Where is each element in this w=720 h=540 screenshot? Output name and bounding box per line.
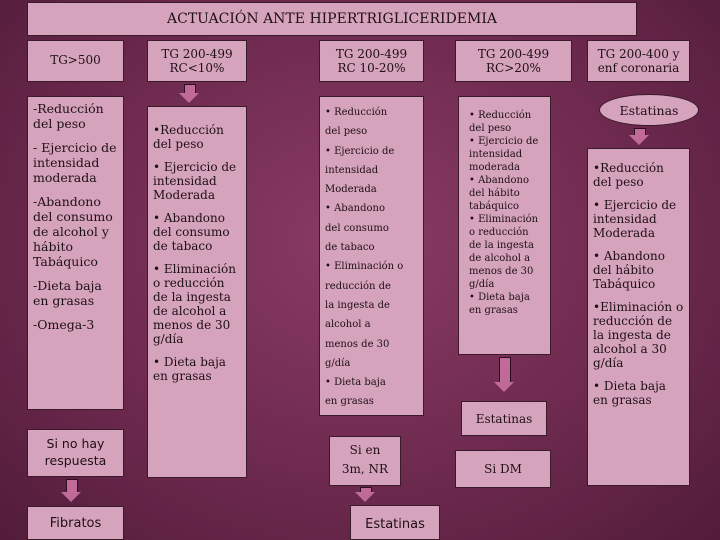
col3-condition: Si en 3m, NR (329, 436, 401, 486)
arrow-down-icon (634, 128, 646, 136)
col1-item: -Reducción del peso (33, 101, 104, 131)
col2-item: • Ejercicio de intensidad Moderada (153, 160, 237, 202)
col1-header: TG>500 (27, 40, 124, 82)
col2-measures (147, 106, 247, 478)
col1-drug: Fibratos (27, 506, 124, 540)
col5-item: • Dieta baja en grasas (593, 379, 666, 407)
col5-item: • Ejercicio de intensidad Moderada (593, 198, 677, 240)
col5-measures (587, 148, 690, 486)
col4-header: TG 200-499 RC>20% (455, 40, 572, 82)
col1-item: -Abandono del consumo de alcohol y hábito Tabáquico (33, 194, 113, 269)
col4-condition: Si DM (455, 450, 551, 488)
col3-drug: Estatinas (350, 505, 440, 540)
col2-item: •Reducción del peso (153, 123, 224, 151)
arrow-down-icon (499, 357, 511, 383)
arrow-down-icon (360, 487, 372, 493)
col2-item: • Abandono del consumo de tabaco (153, 211, 230, 253)
col5-drug: Estatinas (599, 94, 699, 126)
col1-measures (27, 96, 124, 410)
col2-header: TG 200-499 RC<10% (147, 40, 247, 82)
col5-header: TG 200-400 y enf coronaria (587, 40, 690, 82)
col3-measures: • Reducción del peso • Ejercicio de intensidad Moderada • Abandono del consumo de tabaco • Eliminación o reducción de la ingesta de alcohol a menos de 30 g/día • Dieta baja en grasas (319, 96, 424, 416)
page-title: ACTUACIÓN ANTE HIPERTRIGLICERIDEMIA (27, 2, 637, 36)
arrow-down-icon (66, 479, 78, 493)
col2-item: • Eliminación o reducción de la ingesta de alcohol a menos de 30 g/día (153, 262, 236, 346)
col5-item: •Reducción del peso (593, 161, 664, 189)
col2-item: • Dieta baja en grasas (153, 355, 226, 383)
col5-item: • Abandono del hábito Tabáquico (593, 249, 665, 291)
col3-header: TG 200-499 RC 10-20% (319, 40, 424, 82)
col4-measures: • Reducción del peso • Ejercicio de intensidad moderada • Abandono del hábito tabáquico • Eliminación o reducción de la ingesta de alcohol a menos de 30 g/día • Dieta baja en grasas (458, 96, 551, 355)
col4-drug: Estatinas (461, 401, 547, 436)
col1-item: - Ejercicio de intensidad moderada (33, 140, 117, 185)
col5-item: •Eliminación o reducción de la ingesta de alcohol a 30 g/día (593, 300, 684, 370)
col1-item: -Omega-3 (33, 317, 95, 332)
col1-no-response: Si no hay respuesta (27, 429, 124, 477)
col1-item: -Dieta baja en grasas (33, 278, 102, 308)
arrow-down-icon (184, 84, 196, 94)
